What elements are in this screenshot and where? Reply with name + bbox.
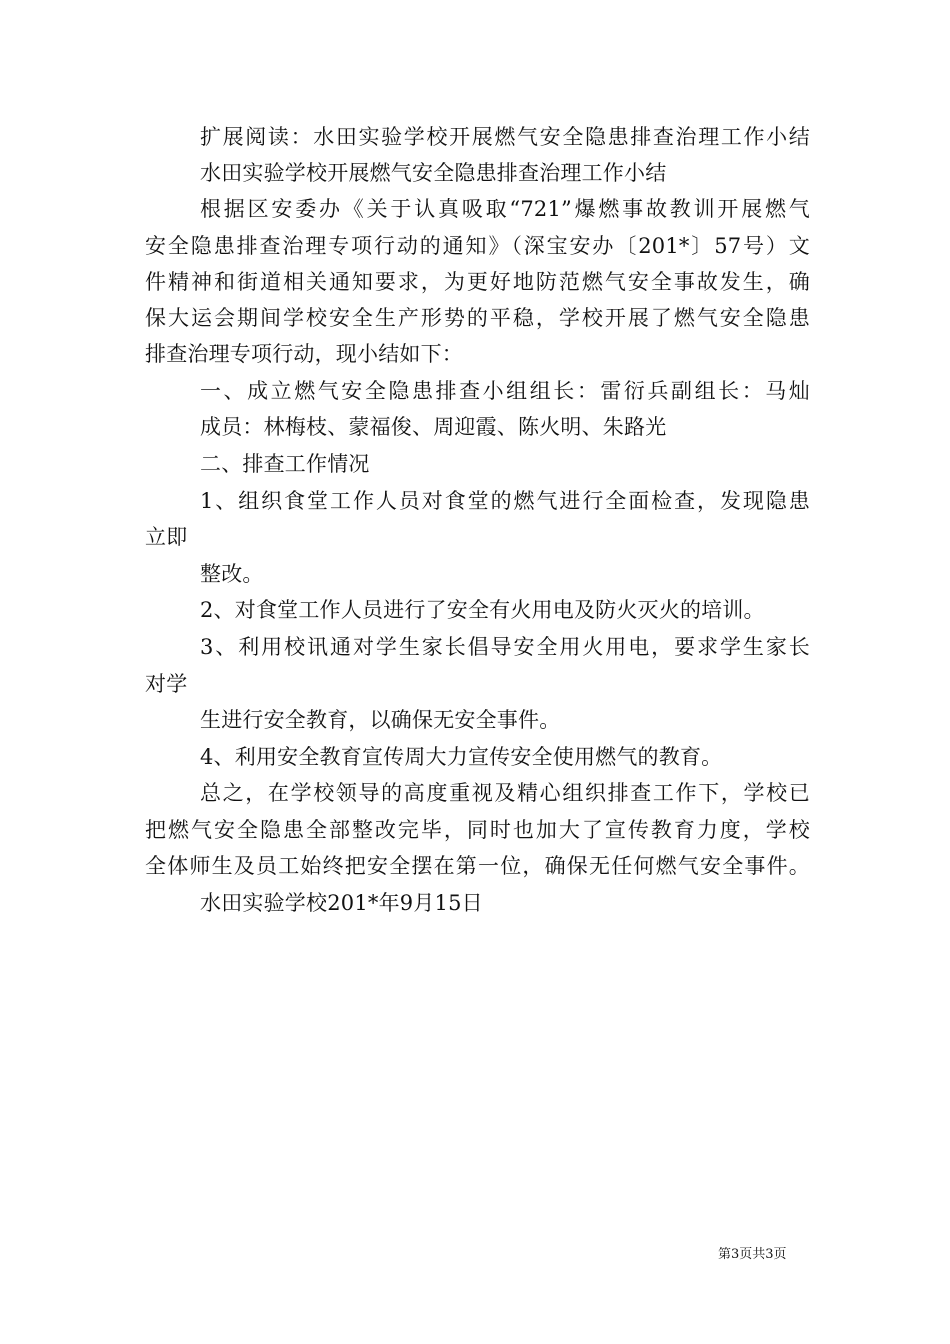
page-number: 第3页共3页	[718, 1247, 787, 1262]
list-item-continuation: 对学	[145, 672, 188, 696]
conclusion-line: 总之，在学校领导的高度重视及精心组织排查工作下，学校已	[200, 781, 810, 805]
list-item-continuation: 生进行安全教育，以确保无安全事件。	[200, 708, 561, 732]
list-item-continuation: 立即	[145, 525, 188, 549]
conclusion-line: 把燃气安全隐患全部整改完毕，同时也加大了宣传教育力度，学校	[145, 818, 810, 842]
list-item: 3、利用校讯通对学生家长倡导安全用火用电，要求学生家长	[200, 635, 810, 659]
list-item: 1、组织食堂工作人员对食堂的燃气进行全面检查，发现隐患	[200, 489, 810, 513]
list-item: 2、对食堂工作人员进行了安全有火用电及防火灭火的培训。	[200, 598, 765, 622]
section-heading-group: 一、成立燃气安全隐患排查小组组长：雷衍兵副组长：马灿	[200, 379, 810, 403]
list-item-continuation: 整改。	[200, 562, 264, 586]
conclusion-line: 全体师生及员工始终把安全摆在第一位，确保无任何燃气安全事件。	[145, 854, 810, 878]
paragraph-line: 根据区安委办《关于认真吸取“721”爆燃事故教训开展燃气	[200, 197, 810, 221]
list-item: 4、利用安全教育宣传周大力宣传安全使用燃气的教育。	[200, 745, 723, 769]
section-heading-work: 二、排查工作情况	[200, 452, 370, 476]
signature-date: 水田实验学校201*年9月15日	[200, 891, 483, 915]
paragraph-line: 保大运会期间学校安全生产形势的平稳，学校开展了燃气安全隐患	[145, 306, 810, 330]
paragraph-line: 件精神和街道相关通知要求，为更好地防范燃气安全事故发生，确	[145, 270, 810, 294]
heading-extended-reading: 扩展阅读：水田实验学校开展燃气安全隐患排查治理工作小结	[200, 125, 810, 149]
members-line: 成员：林梅枝、蒙福俊、周迎霞、陈火明、朱路光	[200, 415, 667, 439]
heading-title: 水田实验学校开展燃气安全隐患排查治理工作小结	[200, 161, 667, 185]
paragraph-line: 安全隐患排查治理专项行动的通知》（深宝安办〔201*〕57号）文	[145, 234, 810, 258]
paragraph-line: 排查治理专项行动，现小结如下：	[145, 342, 463, 366]
